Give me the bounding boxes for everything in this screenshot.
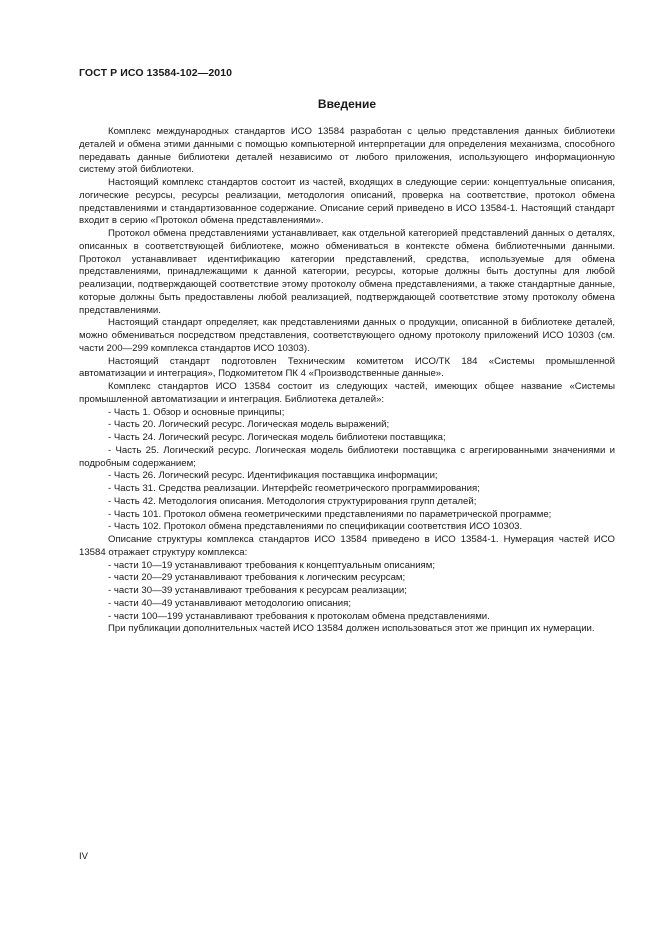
section-title: Введение	[317, 97, 377, 111]
list-item: - Часть 25. Логический ресурс. Логическая модель библиотеки поставщика с агрегированными значениями и подробным содержанием;	[79, 444, 615, 469]
paragraph: Комплекс международных стандартов ИСО 13584 разработан с целью представления данных библиотеки деталей и обмена этими данными с помощью компьютерной интерпретации для определения механизма, способного передавать данные библиотеки деталей независимо от любого приложения, использующего информационную систему этой библиотеки.	[79, 126, 615, 176]
paragraph: Описание структуры комплекса стандартов ИСО 13584 приведено в ИСО 13584-1. Нумерация частей ИСО 13584 отражает структуру комплекса:	[79, 534, 615, 558]
paragraph: Настоящий стандарт подготовлен Техническим комитетом ИСО/ТК 184 «Системы промышленной автоматизации и интеграция», Подкомитетом ПК 4 «Производственные данные».	[79, 355, 615, 380]
body-text	[79, 126, 615, 636]
list-item: - Часть 42. Методология описания. Методология структурирования групп деталей;	[108, 495, 477, 507]
list-item: - Часть 101. Протокол обмена геометрическими представлениями по параметрической программе;	[108, 508, 552, 520]
list-item: - Часть 31. Средства реализации. Интерфейс геометрического программирования;	[108, 483, 480, 494]
list-item: - Часть 24. Логический ресурс. Логическая модель библиотеки поставщика;	[108, 432, 446, 443]
page-number: IV	[79, 851, 88, 862]
paragraph: Настоящий комплекс стандартов состоит из частей, входящих в следующие серии: концептуальные описания, логические ресурсы, ресурсы реализации, методология описаний, проверка на соответствие, протокол обмена представлениями и стандартизованное содержание. Описание серий приведено в ИСО 13584-1. Настоящий стандарт входит в серию «Протокол обмена представлениями».	[79, 177, 615, 227]
list-item: - части 100—199 устанавливают требования к протоколам обмена представлениями.	[108, 610, 490, 622]
list-item: - части 20—29 устанавливают требования к логическим ресурсам;	[108, 572, 406, 584]
list-item: - части 10—19 устанавливают требования к концептуальным описаниям;	[108, 559, 436, 571]
paragraph: Настоящий стандарт определяет, как представлениями данных о продукции, описанной в библиотеке деталей, можно обмениваться посредством представления, соответствующего одному протоколу приложений ИСО 10303 (см. части 200—299 комплекса стандартов ИСО 10303).	[79, 317, 615, 354]
list-item: - Часть 1. Обзор и основные принципы;	[108, 406, 285, 418]
list-item: - Часть 26. Логический ресурс. Идентификация поставщика информации;	[108, 470, 438, 482]
paragraph: Протокол обмена представлениями устанавливает, как отдельной категорией представлений данных о деталях, описанных в соответствующей библиотеке, можно обмениваться в контексте обмена библиотечными данными. Протокол устанавливает идентификацию категории представлений, средства, используемые для обмена представлениями, принадлежащими к данной категории, ресурсы, которые должны быть доступны для любой реализации, подтверждающей соответствие этому протоколу обмена представлениями, а также стандартные данные, которые должны быть предоставлены любой реализацией, подтверждающей соответствие этому протоколу обмена представлениями.	[79, 228, 615, 316]
list-item: - части 30—39 устанавливают требования к ресурсам реализации;	[108, 585, 407, 596]
list-item: - части 40—49 устанавливают методологию описания;	[108, 597, 352, 609]
paragraph: При публикации дополнительных частей ИСО 13584 должен использоваться этот же принцип их нумерации.	[108, 623, 595, 635]
list-item: - Часть 102. Протокол обмена представлениями по спецификации соответствия ИСО 10303.	[108, 521, 523, 533]
list-item: - Часть 20. Логический ресурс. Логическая модель выражений;	[108, 419, 390, 431]
paragraph: Комплекс стандартов ИСО 13584 состоит из следующих частей, имеющих общее название «Системы промышленной автоматизации и интеграция. Библиотека деталей»:	[79, 381, 615, 405]
document-header-code: ГОСТ Р ИСО 13584-102—2010	[79, 67, 233, 79]
